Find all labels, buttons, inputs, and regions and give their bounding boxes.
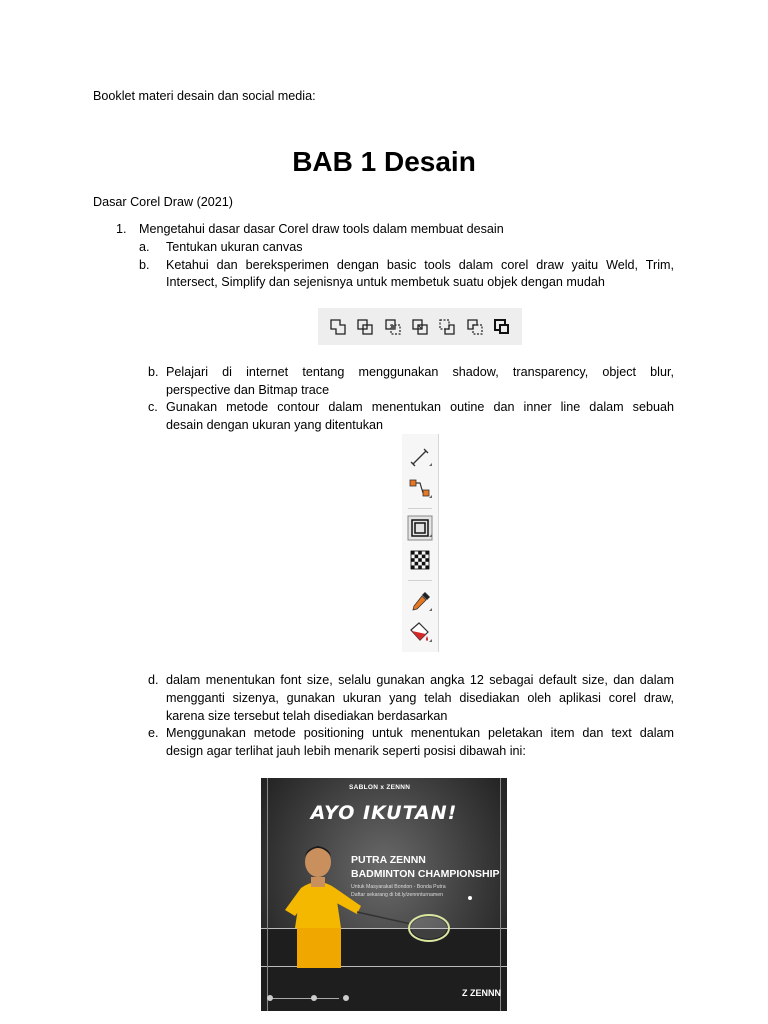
weld-icon[interactable]: [328, 317, 348, 337]
effects-toolbar: [402, 434, 439, 652]
simplify-icon[interactable]: [410, 317, 430, 337]
list-item-e-line1: Menggunakan metode positioning untuk menentukan peletakan item dan text dalam: [166, 726, 674, 740]
list-item-b2-line1: Pelajari di internet tentang menggunakan shadow, transparency, object blur,: [166, 365, 674, 379]
list-item-d-line3: karena size tersebut telah disediakan berdasarkan: [166, 709, 448, 723]
intersect-icon[interactable]: [383, 317, 403, 337]
shaping-toolbar: [318, 308, 522, 345]
poster-brand: Z ZENNN: [462, 988, 501, 998]
list-item-d-line2: mengganti sizenya, gunakan ukuran yang telah disediakan oleh aplikasi corel draw,: [166, 691, 674, 705]
list-marker-c: c.: [148, 400, 158, 414]
list-item-1-text: Mengetahui dasar dasar Corel draw tools dalam membuat desain: [139, 222, 504, 236]
list-marker-b2: b.: [148, 365, 159, 379]
poster-headline: AYO IKUTAN!: [310, 802, 458, 824]
eyedropper-tool-icon[interactable]: [407, 589, 433, 615]
list-marker-a: a.: [139, 240, 150, 254]
list-item-b2-line2: perspective dan Bitmap trace: [166, 383, 330, 397]
trim-icon[interactable]: [355, 317, 375, 337]
list-marker-d: d.: [148, 673, 159, 687]
chapter-title: BAB 1 Desain: [292, 146, 476, 177]
poster-subtext-2: Daftar sekarang di bit.ly/zennnturnamen: [351, 892, 443, 898]
list-number-1: 1.: [116, 222, 127, 236]
list-item-d-line1: dalam menentukan font size, selalu gunakan angka 12 sebagai default size, dan dalam: [166, 673, 674, 687]
toolbar-divider: [408, 508, 432, 509]
connector-tool-icon[interactable]: [407, 476, 433, 502]
poster-event-line2: BADMINTON CHAMPIONSHIP: [351, 868, 500, 880]
list-marker-b: b.: [139, 258, 150, 272]
intro-text: Booklet materi desain dan social media:: [93, 89, 316, 103]
list-item-b-line1: Ketahui dan bereksperimen dengan basic tools dalam corel draw yaitu Weld, Trim,: [166, 258, 674, 272]
boundary-icon[interactable]: [492, 317, 512, 337]
list-item-b-line2: Intersect, Simplify dan sejenisnya untuk membetuk suatu objek dengan mudah: [166, 275, 605, 289]
section-subtitle: Dasar Corel Draw (2021): [93, 195, 233, 209]
list-item-a-text: Tentukan ukuran canvas: [166, 240, 303, 254]
list-item-e-line2: design agar terlihat jauh lebih menarik seperti posisi dibawah ini:: [166, 744, 526, 758]
interactive-fill-icon[interactable]: [407, 620, 433, 646]
player-illustration: [261, 778, 507, 1011]
front-minus-back-icon[interactable]: [437, 317, 457, 337]
badminton-poster-image: [261, 778, 507, 1011]
poster-event-line1: PUTRA ZENNN: [351, 854, 426, 866]
list-marker-e: e.: [148, 726, 159, 740]
list-item-c-line2: desain dengan ukuran yang ditentukan: [166, 418, 384, 432]
poster-logo: SABLON x ZENNN: [349, 784, 411, 791]
transparency-tool-icon[interactable]: [407, 547, 433, 573]
back-minus-front-icon[interactable]: [465, 317, 485, 337]
toolbar-divider: [408, 580, 432, 581]
poster-subtext-1: Untuk Masyarakat Bondon - Bonda Putra: [351, 884, 446, 890]
dimension-tool-icon[interactable]: [407, 444, 433, 470]
contour-tool-icon[interactable]: [407, 515, 433, 541]
list-item-c-line1: Gunakan metode contour dalam menentukan outine dan inner line dalam sebuah: [166, 400, 674, 414]
